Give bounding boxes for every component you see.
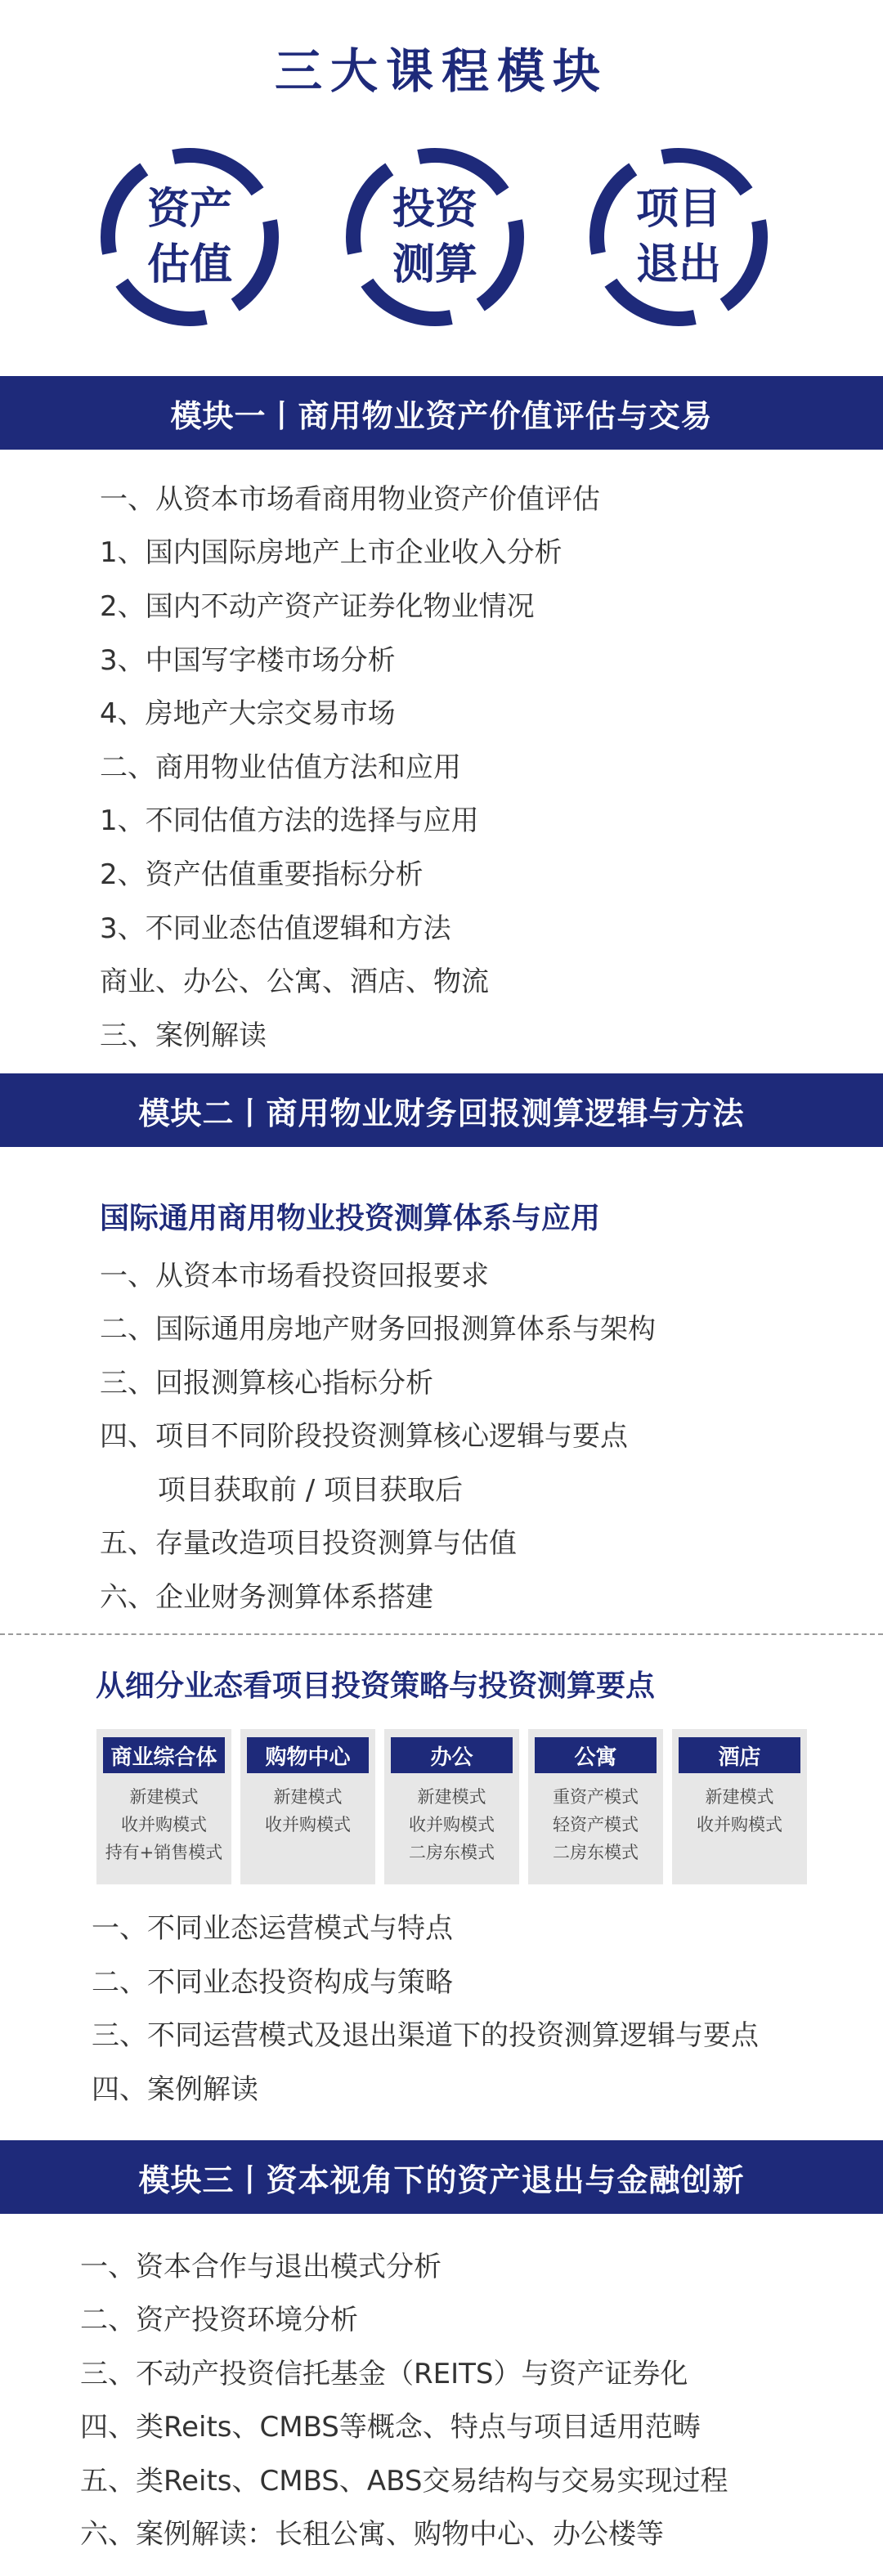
- module1-item: 4、房地产大宗交易市场: [100, 697, 396, 730]
- module1-item: 一、从资本市场看商用物业资产价值评估: [100, 483, 600, 516]
- module1-item: 商业、办公、公寓、酒店、物流: [100, 965, 489, 998]
- module1-item: 三、案例解读: [100, 1019, 267, 1052]
- module3-item: 六、案例解读：长租公寓、购物中心、办公楼等: [80, 2518, 664, 2551]
- segment-card: [672, 1729, 807, 1884]
- module1-banner: 模块一丨商用物业资产价值评估与交易: [0, 376, 883, 450]
- module2-item: 四、项目不同阶段投资测算核心逻辑与要点: [100, 1420, 628, 1453]
- module2-item: 三、不同运营模式及退出渠道下的投资测算逻辑与要点: [92, 2019, 759, 2052]
- module1-item: 3、中国写字楼市场分析: [100, 644, 396, 677]
- circle-investment-calc: [337, 139, 533, 335]
- page-title: 三大课程模块: [274, 43, 608, 99]
- circle-line2: 估值: [146, 240, 232, 289]
- module2-banner: 模块二丨商用物业财务回报测算逻辑与方法: [0, 1073, 883, 1147]
- module3-item: 一、资本合作与退出模式分析: [80, 2251, 441, 2283]
- segment-card-line: 新建模式: [273, 1787, 343, 1807]
- dashed-divider: [0, 1633, 883, 1635]
- circle-line1: 项目: [635, 185, 721, 234]
- segment-card-title: 公寓: [535, 1737, 657, 1773]
- segment-card: [384, 1729, 519, 1884]
- module1-item: 1、国内国际房地产上市企业收入分析: [100, 536, 563, 569]
- module2-subhead: 从细分业态看项目投资策略与投资测算要点: [96, 1669, 656, 1703]
- segment-cards: [96, 1729, 832, 1884]
- module3-item: 二、资产投资环境分析: [80, 2304, 358, 2336]
- module2-item: 一、不同业态运营模式与特点: [92, 1912, 453, 1945]
- module2-item: 二、国际通用房地产财务回报测算体系与架构: [100, 1313, 656, 1346]
- segment-card-title: 酒店: [679, 1737, 800, 1773]
- segment-card-line: 二房东模式: [553, 1843, 639, 1862]
- module2-item: 一、从资本市场看投资回报要求: [100, 1260, 489, 1292]
- module1-item: 1、不同估值方法的选择与应用: [100, 804, 479, 837]
- module1-item: 二、商用物业估值方法和应用: [100, 751, 461, 784]
- module1-item: 2、资产估值重要指标分析: [100, 858, 424, 891]
- segment-card-title: 购物中心: [247, 1737, 369, 1773]
- segment-card-title: 商业综合体: [103, 1737, 225, 1773]
- segment-card-line: 持有+销售模式: [105, 1843, 223, 1862]
- circle-asset-valuation: [92, 139, 288, 335]
- module2-item: 二、不同业态投资构成与策略: [92, 1966, 453, 1999]
- module3-item: 四、类Reits、CMBS等概念、特点与项目适用范畴: [80, 2411, 701, 2444]
- circle-line1: 资产: [146, 185, 232, 234]
- module1-item: 2、国内不动产资产证券化物业情况: [100, 590, 535, 623]
- segment-card-title: 办公: [391, 1737, 513, 1773]
- circle-project-exit: [580, 139, 777, 335]
- module2-item: 五、存量改造项目投资测算与估值: [100, 1527, 517, 1560]
- segment-card-line: 新建模式: [417, 1787, 486, 1807]
- module3-item: 三、不动产投资信托基金（REITS）与资产证券化: [80, 2358, 688, 2390]
- segment-card-line: 收并购模式: [265, 1815, 351, 1835]
- circle-line2: 测算: [392, 240, 477, 289]
- segment-card-line: 二房东模式: [409, 1843, 495, 1862]
- module2-item: 六、企业财务测算体系搭建: [100, 1581, 433, 1614]
- segment-card-line: 重资产模式: [553, 1787, 639, 1807]
- module2-item: 项目获取前 / 项目获取后: [158, 1474, 464, 1507]
- module-circles: [0, 139, 883, 343]
- module2-subhead: 国际通用商用物业投资测算体系与应用: [100, 1202, 601, 1235]
- segment-card-line: 收并购模式: [409, 1815, 495, 1835]
- segment-card-line: 新建模式: [129, 1787, 199, 1807]
- segment-card-line: 收并购模式: [697, 1815, 782, 1835]
- segment-card: [528, 1729, 663, 1884]
- module2-item: 四、案例解读: [92, 2073, 258, 2106]
- segment-card-line: 轻资产模式: [553, 1815, 639, 1835]
- segment-card-line: 新建模式: [705, 1787, 774, 1807]
- module2-item: 三、回报测算核心指标分析: [100, 1367, 433, 1400]
- segment-card: [96, 1729, 231, 1884]
- module3-item: 五、类Reits、CMBS、ABS交易结构与交易实现过程: [80, 2465, 728, 2498]
- segment-card: [240, 1729, 375, 1884]
- circle-line2: 退出: [635, 240, 721, 289]
- segment-card-line: 收并购模式: [121, 1815, 207, 1835]
- module1-item: 3、不同业态估值逻辑和方法: [100, 912, 451, 945]
- circle-line1: 投资: [392, 185, 477, 234]
- module3-banner: 模块三丨资本视角下的资产退出与金融创新: [0, 2140, 883, 2214]
